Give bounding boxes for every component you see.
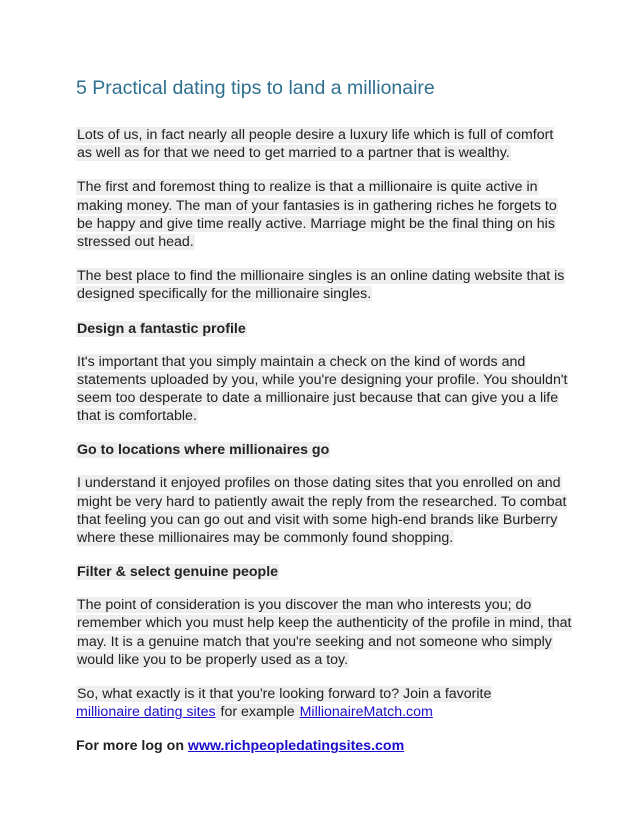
heading-design-profile <box>76 320 572 338</box>
richpeople-link[interactable]: www.richpeopledatingsites.com <box>187 738 405 755</box>
paragraph-filter <box>76 596 572 669</box>
paragraph-best-place <box>76 267 572 303</box>
intro-text: Lots of us, in fact nearly all people desire a luxury life which is full of comfort as well as for that we need to get married to a partner that is wealthy. <box>77 127 554 162</box>
millionairematch-link[interactable]: MillionaireMatch.com <box>299 704 433 721</box>
paragraph-closing <box>76 685 572 721</box>
footer-line <box>76 737 572 755</box>
closing-text-2: for example <box>216 704 299 721</box>
heading-filter <box>76 563 572 581</box>
heading-locations-text: Go to locations where millionaires go <box>77 442 330 459</box>
profile-text: It's important that you simply maintain a check on the kind of words and statements uploaded by you, while you're designing your profile. You shouldn't seem too desperate to date a millionaire just because that can give you a life that is comfortable. <box>77 353 568 425</box>
closing-text-1: So, what exactly is it that you're looking forward to? Join a favorite <box>77 686 492 703</box>
footer-text: For more log on <box>76 738 188 755</box>
realize-text: The first and foremost thing to realize is that a millionaire is quite active in making money. The man of your fantasies is in gathering riches he forgets to be happy and give time really active. Marriage might be the final thing on his stressed out head. <box>77 179 557 251</box>
intro-paragraph <box>76 126 572 162</box>
heading-filter-text: Filter & select genuine people <box>77 564 279 581</box>
document-title: 5 Practical dating tips to land a millionaire <box>76 77 435 99</box>
heading-design-profile-text: Design a fantastic profile <box>77 320 246 337</box>
millionaire-dating-sites-link[interactable]: millionaire dating sites <box>76 704 216 721</box>
filter-text: The point of consideration is you discover the man who interests you; do remember which you must help keep the authenticity of the profile in mind, that may. It is a genuine match that you're seeking and not someone who simply would like you to be properly used as a toy. <box>77 597 572 668</box>
paragraph-realize <box>76 178 572 251</box>
locations-text: I understand it enjoyed profiles on those dating sites that you enrolled on and might be very hard to patiently await the reply from the researched. To combat that feeling you can go out and visit with some high-end brands like Burberry where these millionaires may be commonly found shopping. <box>77 475 567 547</box>
document-page <box>76 74 572 756</box>
paragraph-locations <box>76 474 572 547</box>
best-place-text: The best place to find the millionaire singles is an online dating website that is designed specifically for the millionaire singles. <box>77 268 565 303</box>
paragraph-profile <box>76 353 572 426</box>
heading-locations <box>76 441 572 459</box>
